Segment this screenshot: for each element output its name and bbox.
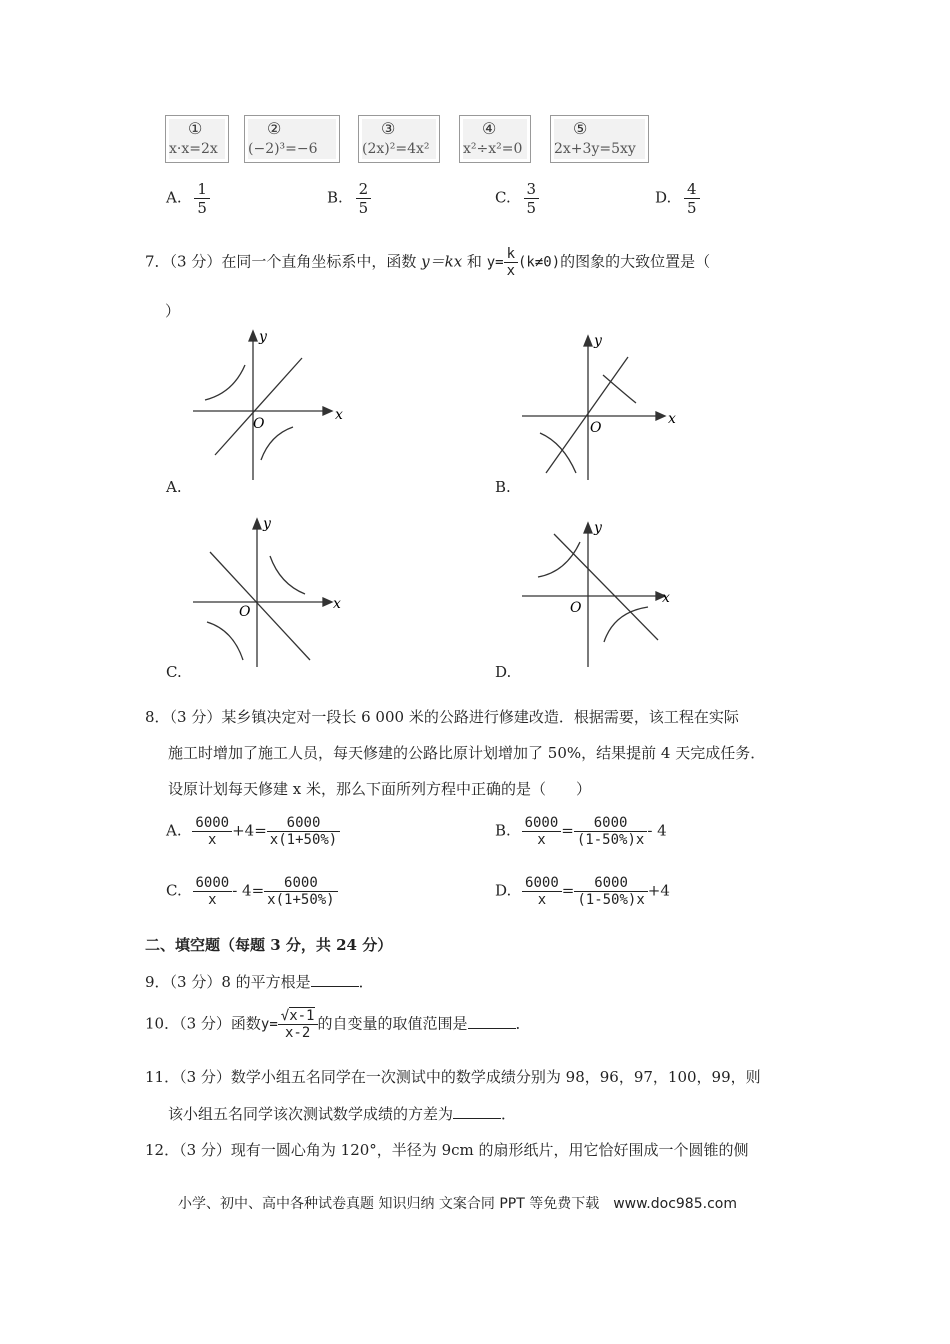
card-equation: x·x=2x <box>169 141 218 157</box>
q12-line-1: 12．（3 分）现有一圆心角为 120°，半径为 9cm 的扇形纸片，用它恰好围成一个圆锥的侧 <box>145 1141 749 1159</box>
fraction-numerator: 6000 <box>522 875 562 892</box>
y-arrow-icon <box>584 336 592 346</box>
y-label: y <box>594 333 602 349</box>
q6-option-c[interactable] <box>495 180 539 217</box>
x-label: x <box>662 590 670 606</box>
q7-function-2-lhs: y= <box>486 254 504 271</box>
line-graph <box>210 552 310 660</box>
fraction-denominator: x <box>537 832 546 848</box>
q8-option-b[interactable] <box>495 815 667 848</box>
fraction-numerator: 6000 <box>192 815 232 832</box>
q7-fraction <box>504 246 518 279</box>
hyperbola-branch <box>205 365 245 400</box>
option-fraction-right <box>574 815 647 848</box>
option-label: B. <box>495 821 511 840</box>
fraction-numerator: 3 <box>524 180 540 199</box>
q11-text: 该小组五名同学该次测试数学成绩的方差为 <box>168 1105 454 1123</box>
equation-card-3 <box>358 115 440 163</box>
equation-card-5 <box>550 115 649 163</box>
option-fraction <box>356 180 372 217</box>
y-arrow-icon <box>249 331 257 341</box>
q10 <box>145 1008 531 1041</box>
q7-suffix: 的图象的大致位置是（ <box>560 252 711 271</box>
fraction-numerator: 1 <box>194 180 210 199</box>
card-equation: (−2)³=−6 <box>248 141 318 157</box>
q10-suffix: 的自变量的取值范围是 <box>317 1014 468 1033</box>
option-fraction-left <box>193 875 233 908</box>
fraction-numerator: 4 <box>684 180 700 199</box>
section-heading: 二、填空题（每题 3 分，共 24 分） <box>145 936 393 954</box>
option-fraction-left <box>522 815 562 848</box>
answer-blank[interactable] <box>468 1014 516 1029</box>
fraction-denominator: x <box>208 892 217 908</box>
q10-prefix: 10．（3 分）函数 <box>145 1014 261 1033</box>
q9-end: ． <box>358 973 374 991</box>
q6-option-b[interactable] <box>327 180 371 217</box>
option-fraction <box>524 180 540 217</box>
x-arrow-icon <box>323 407 332 415</box>
option-fraction-left <box>522 875 562 908</box>
option-fraction <box>684 180 700 217</box>
origin-label: O <box>570 600 582 616</box>
option-label: A. <box>166 188 182 207</box>
card-number: ⑤ <box>573 119 588 138</box>
option-label: C. <box>166 881 182 900</box>
q6-option-a[interactable] <box>166 180 210 217</box>
radicand: x-1 <box>289 1008 315 1024</box>
q7-condition: (k≠0) <box>518 254 561 271</box>
origin-label: O <box>590 420 602 436</box>
q7-mid: 和 <box>462 252 487 271</box>
fraction-denominator: (1-50%)x <box>576 832 645 848</box>
card-number: ② <box>267 119 282 138</box>
option-tail: - 4 <box>647 821 667 840</box>
fraction-denominator: x <box>208 832 217 848</box>
q10-end: ． <box>515 1014 531 1033</box>
fraction-numerator: 6000 <box>264 875 337 892</box>
equation-card-2 <box>244 115 340 163</box>
hyperbola-branch <box>261 427 293 460</box>
x-label: x <box>668 411 676 427</box>
card-equation: 2x+3y=5xy <box>554 141 636 157</box>
answer-blank[interactable] <box>453 1104 501 1119</box>
hyperbola-branch <box>603 375 636 403</box>
card-number: ④ <box>482 119 497 138</box>
fraction-numerator: 6000 <box>574 815 647 832</box>
option-operator: = <box>561 821 574 840</box>
q10-lhs: y= <box>260 1016 278 1033</box>
origin-label: O <box>253 416 265 432</box>
option-fraction-right <box>264 875 337 908</box>
card-equation: x²÷x²=0 <box>463 141 523 157</box>
equation-card-1 <box>165 115 229 163</box>
fraction-denominator: 5 <box>197 199 207 217</box>
hyperbola-branch <box>270 556 305 594</box>
line-graph <box>546 357 628 473</box>
hyperbola-branch <box>538 542 580 577</box>
q11-line-1: 11．（3 分）数学小组五名同学在一次测试中的数学成绩分别为 98，96，97，100，99，则 <box>145 1068 761 1086</box>
x-arrow-icon <box>323 598 332 606</box>
fraction-denominator: 5 <box>358 199 369 217</box>
answer-blank[interactable] <box>311 972 359 987</box>
q8-stem-line-1: 8．（3 分）某乡镇决定对一段长 6 000 米的公路进行修建改造．根据需要，该工程在实际 <box>145 708 739 726</box>
fraction-denominator: 5 <box>687 199 697 217</box>
fraction-numerator: 6000 <box>522 815 562 832</box>
q7-stem <box>145 246 710 279</box>
equation-card-4 <box>459 115 531 163</box>
q8-option-a[interactable] <box>166 815 340 848</box>
option-label: B. <box>327 188 343 207</box>
q8-stem-line-2: 施工时增加了施工人员，每天修建的公路比原计划增加了 50%，结果提前 4 天完成任务． <box>168 744 766 762</box>
q8-stem-line-3: 设原计划每天修建 x 米，那么下面所列方程中正确的是（ ） <box>168 780 591 798</box>
fraction-numerator: √x-1 <box>278 1008 318 1025</box>
x-label: x <box>335 407 343 423</box>
card-equation: (2x)²=4x² <box>362 141 430 157</box>
hyperbola-branch <box>604 607 648 642</box>
q8-option-d[interactable] <box>495 875 670 908</box>
q7-graph-d[interactable] <box>518 512 678 672</box>
option-fraction <box>194 180 210 217</box>
option-fraction-right <box>267 815 340 848</box>
q7-graph-c-label: C. <box>166 663 182 681</box>
option-label: C. <box>495 188 511 207</box>
fraction-numerator: k <box>504 246 518 263</box>
y-label: y <box>259 329 267 345</box>
q8-option-c[interactable] <box>166 875 338 908</box>
x-label: x <box>333 596 341 612</box>
q7-close-paren: ） <box>165 302 181 320</box>
fraction-numerator: 6000 <box>193 875 233 892</box>
q7-graph-d-label: D. <box>495 663 512 681</box>
y-label: y <box>263 516 271 532</box>
line-graph <box>215 358 302 455</box>
q11-end: ． <box>501 1105 517 1123</box>
fraction-denominator: x <box>506 263 515 279</box>
q7-graph-b[interactable] <box>518 325 678 485</box>
q10-fraction <box>278 1008 318 1041</box>
q7-graph-a-label: A. <box>166 478 182 496</box>
option-operator: = <box>561 881 575 900</box>
q7-function-1: y＝kx <box>421 252 463 271</box>
y-arrow-icon <box>253 519 261 529</box>
option-label: D. <box>655 188 672 207</box>
q9 <box>145 971 374 992</box>
option-fraction-left <box>192 815 232 848</box>
y-label: y <box>594 520 602 536</box>
q9-text: 9．（3 分）8 的平方根是 <box>145 973 311 991</box>
option-tail: +4 <box>647 881 670 900</box>
fraction-denominator: x(1+50%) <box>267 892 335 908</box>
option-fraction-right <box>574 875 647 908</box>
fraction-denominator: x-2 <box>284 1025 311 1041</box>
origin-label: O <box>239 604 251 620</box>
q7-graph-b-label: B. <box>495 478 511 496</box>
option-operator: - 4= <box>232 881 265 900</box>
y-arrow-icon <box>584 523 592 533</box>
x-arrow-icon <box>656 412 665 420</box>
page-footer: 小学、初中、高中各种试卷真题 知识归纳 文案合同 PPT 等免费下载 www.doc985.com <box>178 1196 737 1212</box>
q7-graph-c[interactable] <box>185 512 345 672</box>
fraction-denominator: x(1+50%) <box>269 832 338 848</box>
card-number: ③ <box>381 119 396 138</box>
fraction-denominator: 5 <box>526 199 537 217</box>
option-operator: +4= <box>232 821 267 840</box>
option-label: A. <box>166 821 182 840</box>
fraction-denominator: x <box>537 892 547 908</box>
line-graph <box>554 534 658 640</box>
fraction-numerator: 6000 <box>574 875 647 892</box>
q11-line-2 <box>168 1103 516 1124</box>
hyperbola-branch <box>207 622 243 660</box>
q7-prefix: 7．（3 分）在同一个直角坐标系中，函数 <box>145 252 422 271</box>
q7-graph-a[interactable] <box>185 325 345 485</box>
card-number: ① <box>188 119 203 138</box>
fraction-denominator: (1-50%)x <box>577 892 645 908</box>
option-label: D. <box>495 881 512 900</box>
q6-option-d[interactable] <box>655 180 700 217</box>
fraction-numerator: 6000 <box>267 815 340 832</box>
fraction-numerator: 2 <box>356 180 372 199</box>
